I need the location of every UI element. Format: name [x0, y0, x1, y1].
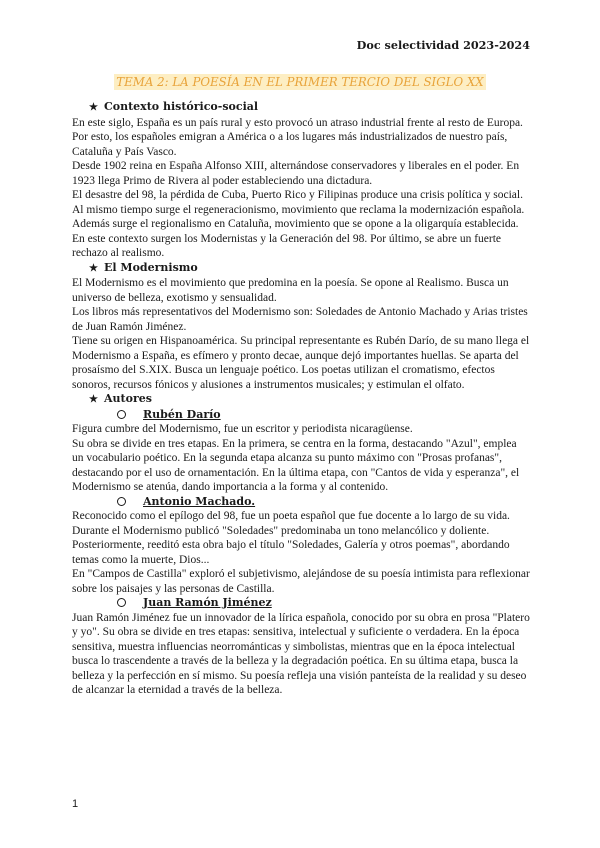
paragraph: Su obra se divide en tres etapas. En la primera, se centra en la forma, destacando "Azul", emplea un vocabulario poético. En la segunda etapa alcanza su punto máximo con "Prosas profanas", destacando por el uso de ornamentación. En la última etapa, con "Cantos de vida y esperanza", el Modernismo se atenúa, dando importancia a la forma y al contenido.: [72, 437, 520, 493]
paragraph: Los libros más representativos del Modernismo son: Soledades de Antonio Machado y Arias tristes de Juan Ramón Jiménez.: [72, 306, 528, 333]
paragraph: Reconocido como el epílogo del 98, fue un poeta español que fue docente a lo largo de su vida. Durante el Modernismo publicó "Soledades" predominaba un tono melancólico y doliente. Posteriormente, reeditó esta obra bajo el título "Soledades, Galería y otros poemas", abordando temas como la muerte, Dios...: [72, 510, 510, 566]
document-body: [72, 100, 530, 698]
paragraph: Figura cumbre del Modernismo, fue un escritor y periodista nicaragüense.: [72, 423, 413, 435]
section-heading-modernismo: [89, 261, 530, 277]
author-name: Antonio Machado.: [143, 494, 256, 508]
author-name: Rubén Darío: [143, 407, 221, 421]
star-icon: ★: [89, 262, 98, 274]
circle-bullet-icon: [117, 410, 126, 419]
author-heading-antonio-machado: [117, 495, 530, 510]
paragraph: En este siglo, España es un país rural y esto provocó un atraso industrial frente al resto de Europa. Por esto, los españoles emigran a América o a los lugares más industrializados de nuestro país, Cataluña y País Vasco.: [72, 116, 523, 158]
paragraph: El desastre del 98, la pérdida de Cuba, Puerto Rico y Filipinas produce una crisis política y social.: [72, 189, 523, 201]
star-icon: ★: [89, 394, 98, 405]
paragraph: Juan Ramón Jiménez fue un innovador de la lírica española, conocido por su obra en prosa "Platero y yo". Su obra se divide en tres etapas: sensitiva, intelectual y suficiente o verdadera. En la época sensitiva, muestra influencias neorrománticas y simbolistas, mientras que en la época intelectual busca lo trascendente a través de la belleza y la degradación poética. En su última etapa, busca la belleza y la perfección en sí mismo. Su poesía refleja una visión panteísta de la realidad y su deseo de alcanzar la eternidad a través de la belleza.: [72, 611, 530, 696]
author-heading-ruben-dario: [117, 408, 530, 423]
paragraph: El Modernismo es el movimiento que predomina en la poesía. Se opone al Realismo. Busca un universo de belleza, exotismo y sensualidad.: [72, 277, 509, 304]
star-icon: ★: [89, 102, 98, 113]
author-heading-juan-ramon-jimenez: [117, 596, 530, 611]
paragraph: En "Campos de Castilla" exploró el subjetivismo, alejándose de su poesía intimista para reflexionar sobre los paisajes y las personas de Castilla.: [72, 568, 530, 595]
section-heading-text: El Modernismo: [104, 260, 198, 274]
title-container: [0, 71, 600, 90]
paragraph: Tiene su origen en Hispanoamérica. Su principal representante es Rubén Darío, de su mano llega el Modernismo a España, es efímero y pronto decae, aunque dejó importantes huellas. Se aparta del prosaísmo del S.XIX. Busca un lenguaje poético. Los poetas utilizan el cromatismo, efectos sonoros, recursos fónicos y alusiones a instrumentos musicales; y estimulan el olfato.: [72, 335, 530, 391]
page-title: TEMA 2: LA POESÍA EN EL PRIMER TERCIO DEL SIGLO XX: [116, 75, 484, 89]
page-number: 1: [72, 798, 79, 810]
section-heading-contexto: [89, 100, 530, 116]
paragraph: Desde 1902 reina en España Alfonso XIII, alternándose conservadores y liberales en el poder. En 1923 llega Primo de Rivera al poder estableciendo una dictadura.: [72, 160, 520, 187]
circle-bullet-icon: [117, 497, 126, 506]
author-name: Juan Ramón Jiménez: [143, 596, 272, 609]
section-heading-autores: [89, 392, 530, 408]
paragraph: Al mismo tiempo surge el regeneracionismo, movimiento que reclama la modernización española. Además surge el regionalismo en Cataluña, movimiento que se opone a la oligarquía establecida.: [72, 203, 525, 230]
document-header: Doc selectividad 2023-2024: [356, 38, 530, 52]
section-heading-text: Contexto histórico-social: [104, 100, 259, 113]
section-heading-text: Autores: [104, 392, 152, 405]
circle-bullet-icon: [117, 598, 126, 607]
paragraph: En este contexto surgen los Modernistas y la Generación del 98. Por último, se abre un fuerte rechazo al realismo.: [72, 232, 502, 259]
